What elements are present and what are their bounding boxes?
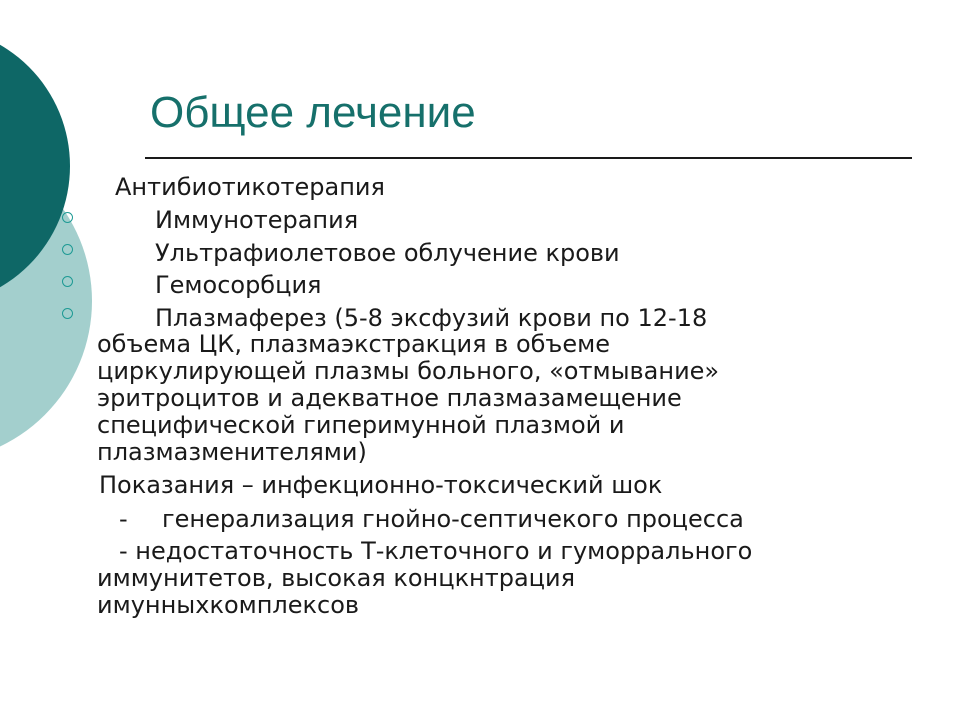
item-plasmapheresis-line-2: объема ЦК, плазмаэкстракция в объеме [97, 330, 611, 358]
item-plasmapheresis-line-5: специфической гиперимунной плазмой и [97, 411, 625, 439]
item-immunotherapy: Иммунотерапия [155, 206, 359, 234]
slide-title: Общее лечение [150, 88, 476, 137]
item-plasmapheresis-line-3: циркулирующей плазмы больного, «отмывание» [97, 357, 720, 385]
indications-heading: Показания – инфекционно-токсический шок [99, 471, 663, 499]
bullet-circle-icon [62, 212, 73, 223]
item-plasmapheresis-line-1: Плазмаферез (5-8 эксфузий крови по 12-18 [155, 304, 708, 332]
item-uv-blood-irradiation: Ультрафиолетовое облучение крови [155, 239, 620, 267]
item-plasmapheresis-line-4: эритроцитов и адекватное плазмазамещение [97, 384, 682, 412]
indication-generalization: генерализация гнойно-септичекого процесса [162, 505, 744, 533]
bullet-circle-icon [62, 276, 73, 287]
title-underline [145, 157, 912, 159]
item-hemosorption: Гемосорбция [155, 271, 322, 299]
bullet-circle-icon [62, 244, 73, 255]
indication-insufficiency-line-1: - недостаточность Т-клеточного и гуморрального [119, 537, 753, 565]
indication-insufficiency-line-2: иммунитетов, высокая концкнтрация [97, 564, 576, 592]
bullet-circle-icon [62, 308, 73, 319]
indication-dash: - [119, 505, 128, 533]
indication-insufficiency-line-3: имунныхкомплексов [97, 591, 360, 619]
item-antibiotic-therapy: Антибиотикотерапия [115, 173, 385, 201]
item-plasmapheresis-line-6: плазмазменителями) [97, 438, 367, 466]
